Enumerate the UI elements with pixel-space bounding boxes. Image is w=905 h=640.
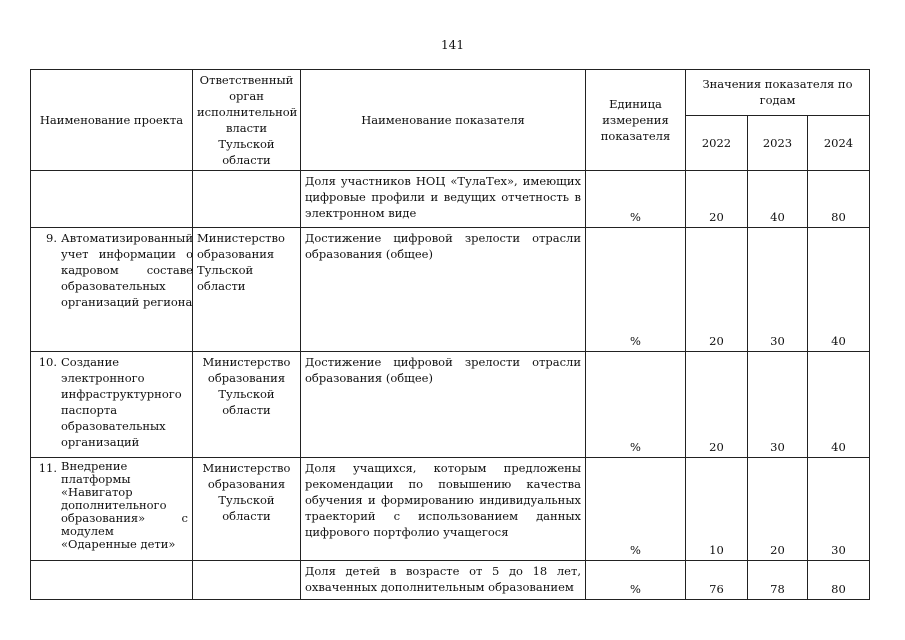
value-2024: 40 [808, 228, 870, 352]
header-year-2024: 2024 [808, 115, 870, 170]
project-name: Автоматизированный учет информации о кадровом составе образовательных организаций региона [61, 231, 193, 309]
project-number: 9. [46, 231, 57, 245]
table-row [31, 561, 870, 600]
unit-cell: % [586, 228, 686, 352]
project-name: Создание электронного инфраструктурного паспорта образовательных организаций [61, 355, 182, 449]
indicator-cell: Доля учащихся, которым предложены рекомендации по повышению качества обучения и формированию индивидуальных траекторий с использованием данных цифрового портфолио учащегося [301, 458, 586, 561]
project-number: 11. [38, 461, 57, 475]
indicator-cell: Достижение цифровой зрелости отрасли образования (общее) [301, 352, 586, 458]
value-2024: 80 [808, 561, 870, 600]
indicators-table [30, 69, 870, 600]
table-row [31, 458, 870, 561]
value-2023: 78 [748, 561, 808, 600]
value-2022: 20 [686, 171, 748, 228]
table-row [31, 352, 870, 458]
value-2023: 40 [748, 171, 808, 228]
value-2022: 76 [686, 561, 748, 600]
header-org: Ответственный орган исполнительной власти Тульской области [193, 70, 301, 171]
unit-cell: % [586, 458, 686, 561]
unit-cell: % [586, 561, 686, 600]
project-cell [31, 458, 193, 561]
indicator-cell: Достижение цифровой зрелости отрасли образования (общее) [301, 228, 586, 352]
org-cell [193, 561, 301, 600]
org-cell: Министерство образования Тульской области [193, 458, 301, 561]
header-year-2023: 2023 [748, 115, 808, 170]
project-cell [31, 561, 193, 600]
header-row-1 [31, 70, 870, 116]
header-unit: Единица измерения показателя [586, 70, 686, 171]
org-cell: Министерство образования Тульской области [193, 352, 301, 458]
value-2022: 20 [686, 228, 748, 352]
value-2023: 30 [748, 228, 808, 352]
value-2023: 30 [748, 352, 808, 458]
project-cell [31, 228, 193, 352]
org-cell [193, 171, 301, 228]
value-2023: 20 [748, 458, 808, 561]
header-year-2022: 2022 [686, 115, 748, 170]
project-cell [31, 171, 193, 228]
unit-cell: % [586, 352, 686, 458]
value-2024: 80 [808, 171, 870, 228]
indicator-cell: Доля участников НОЦ «ТулаТех», имеющих цифровые профили и ведущих отчетность в электронном виде [301, 171, 586, 228]
value-2022: 10 [686, 458, 748, 561]
org-cell: Министерство образования Тульской области [193, 228, 301, 352]
project-number: 10. [38, 355, 57, 369]
project-name: Внедрение платформы «Навигатор дополнительного образования» с модулем «Одаренные дети» [61, 459, 188, 551]
project-cell [31, 352, 193, 458]
header-values: Значения показателя по годам [686, 70, 870, 116]
table-row [31, 228, 870, 352]
header-project: Наименование проекта [31, 70, 193, 171]
value-2024: 40 [808, 352, 870, 458]
page-number: 141 [441, 38, 464, 52]
unit-cell: % [586, 171, 686, 228]
table-row [31, 171, 870, 228]
indicator-cell: Доля детей в возрасте от 5 до 18 лет, охваченных дополнительным образованием [301, 561, 586, 600]
header-indicator: Наименование показателя [301, 70, 586, 171]
value-2022: 20 [686, 352, 748, 458]
value-2024: 30 [808, 458, 870, 561]
